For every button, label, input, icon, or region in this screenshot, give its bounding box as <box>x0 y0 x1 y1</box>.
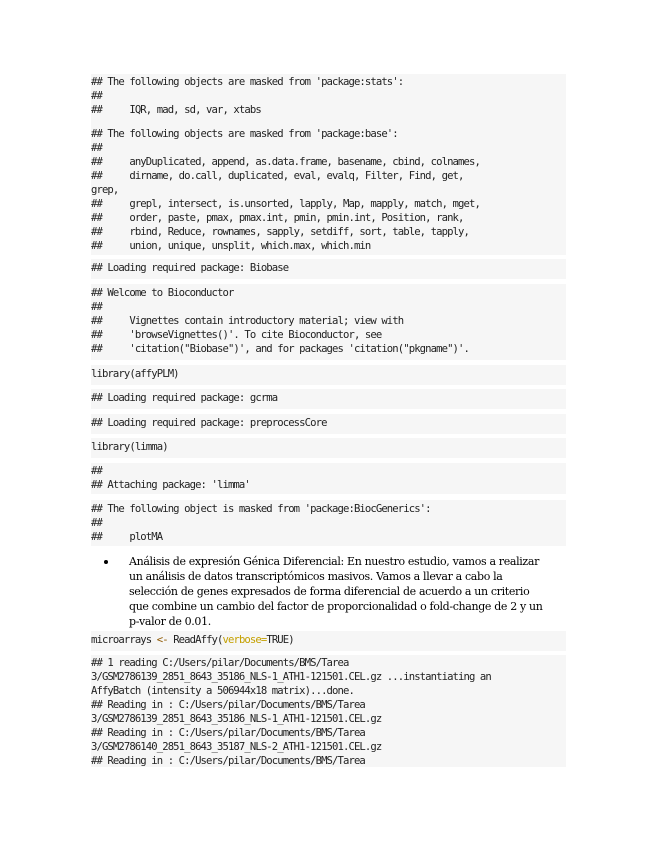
code-chunk-library-limma <box>91 438 566 458</box>
code-line: library(limma) <box>91 441 168 453</box>
output-line: ## union, unique, unsplit, which.max, which.min <box>91 240 371 252</box>
code-assign-operator: <- <box>156 634 168 646</box>
bullet-list-item <box>104 554 574 630</box>
console-output-block-1c <box>91 284 566 360</box>
output-line: ## anyDuplicated, append, as.data.frame, basename, cbind, colnames, <box>91 156 480 168</box>
code-line <box>91 634 294 647</box>
output-line: ## 'browseVignettes()'. To cite Bioconductor, see <box>91 329 382 341</box>
console-output-block-2b <box>91 414 566 434</box>
output-line: 3/GSM2786140_2851_8643_35187_NLS-2_ATH1-121501.CEL.gz <box>91 741 382 753</box>
bullet-text-line: que combine un cambio del factor de proporcionalidad o fold-change de 2 y un <box>129 600 543 613</box>
bullet-text-line: Análisis de expresión Génica Diferencial: En nuestro estudio, vamos a realizar <box>129 555 539 568</box>
output-line: grep, <box>91 184 119 196</box>
output-line: ## The following objects are masked from 'package:base': <box>91 128 398 140</box>
bullet-dot-icon <box>104 560 108 564</box>
code-argument: verbose= <box>222 634 267 646</box>
output-line: ## The following object is masked from 'package:BiocGenerics': <box>91 503 431 515</box>
output-line: ## The following objects are masked from 'package:stats': <box>91 76 404 88</box>
output-line: ## Attaching package: 'limma' <box>91 479 250 491</box>
output-line: ## Loading required package: gcrma <box>91 392 278 404</box>
output-line: ## <box>91 142 102 154</box>
output-line: ## <box>91 90 102 102</box>
output-line: ## Reading in : C:/Users/pilar/Documents/BMS/Tarea <box>91 755 365 767</box>
bullet-text-line: p-valor de 0.01. <box>129 615 211 628</box>
output-line: ## Welcome to Bioconductor <box>91 287 234 299</box>
console-output-block-1 <box>91 74 566 255</box>
output-line: ## grepl, intersect, is.unsorted, lapply, Map, mapply, match, mget, <box>91 198 480 210</box>
bullet-text-line: selección de genes expresados de forma diferencial de acuerdo a un criterio <box>129 585 530 598</box>
code-variable: microarrays <box>91 634 152 646</box>
output-line: 3/GSM2786139_2851_8643_35186_NLS-1_ATH1-121501.CEL.gz <box>91 713 382 725</box>
output-line: ## plotMA <box>91 531 163 543</box>
code-chunk-library-affyplm <box>91 365 566 385</box>
code-value: TRUE <box>266 634 289 646</box>
code-paren: ) <box>288 634 294 646</box>
output-line: ## IQR, mad, sd, var, xtabs <box>91 104 261 116</box>
output-line: ## Vignettes contain introductory material; view with <box>91 315 404 327</box>
output-line: ## Loading required package: Biobase <box>91 262 289 274</box>
output-line: ## Loading required package: preprocessCore <box>91 417 327 429</box>
output-line: ## order, paste, pmax, pmax.int, pmin, pmin.int, Position, rank, <box>91 212 464 224</box>
code-chunk-readaffy <box>91 631 566 651</box>
console-output-block-3 <box>91 463 566 494</box>
output-line: ## Reading in : C:/Users/pilar/Documents/BMS/Tarea <box>91 699 365 711</box>
output-line: ## 1 reading C:/Users/pilar/Documents/BMS/Tarea <box>91 657 349 669</box>
output-line: ## Reading in : C:/Users/pilar/Documents/BMS/Tarea <box>91 727 365 739</box>
output-line: ## <box>91 465 102 477</box>
console-output-block-2 <box>91 389 566 409</box>
console-output-block-4 <box>91 655 566 767</box>
output-line: ## <box>91 301 102 313</box>
bullet-text-line: un análisis de datos transcriptómicos masivos. Vamos a llevar a cabo la <box>129 570 503 583</box>
output-line: ## rbind, Reduce, rownames, sapply, setdiff, sort, table, tapply, <box>91 226 469 238</box>
console-output-block-1b <box>91 259 566 279</box>
code-function: ReadAffy( <box>173 634 223 646</box>
output-line: ## dirname, do.call, duplicated, eval, evalq, Filter, Find, get, <box>91 170 464 182</box>
console-output-block-3b <box>91 500 566 546</box>
code-line: library(affyPLM) <box>91 368 179 380</box>
output-line: 3/GSM2786139_2851_8643_35186_NLS-1_ATH1-121501.CEL.gz ...instantiating an <box>91 671 491 683</box>
output-line: AffyBatch (intensity a 506944x18 matrix)...done. <box>91 685 354 697</box>
output-line: ## 'citation("Biobase")', and for packages 'citation("pkgname")'. <box>91 343 469 355</box>
output-line: ## <box>91 517 102 529</box>
